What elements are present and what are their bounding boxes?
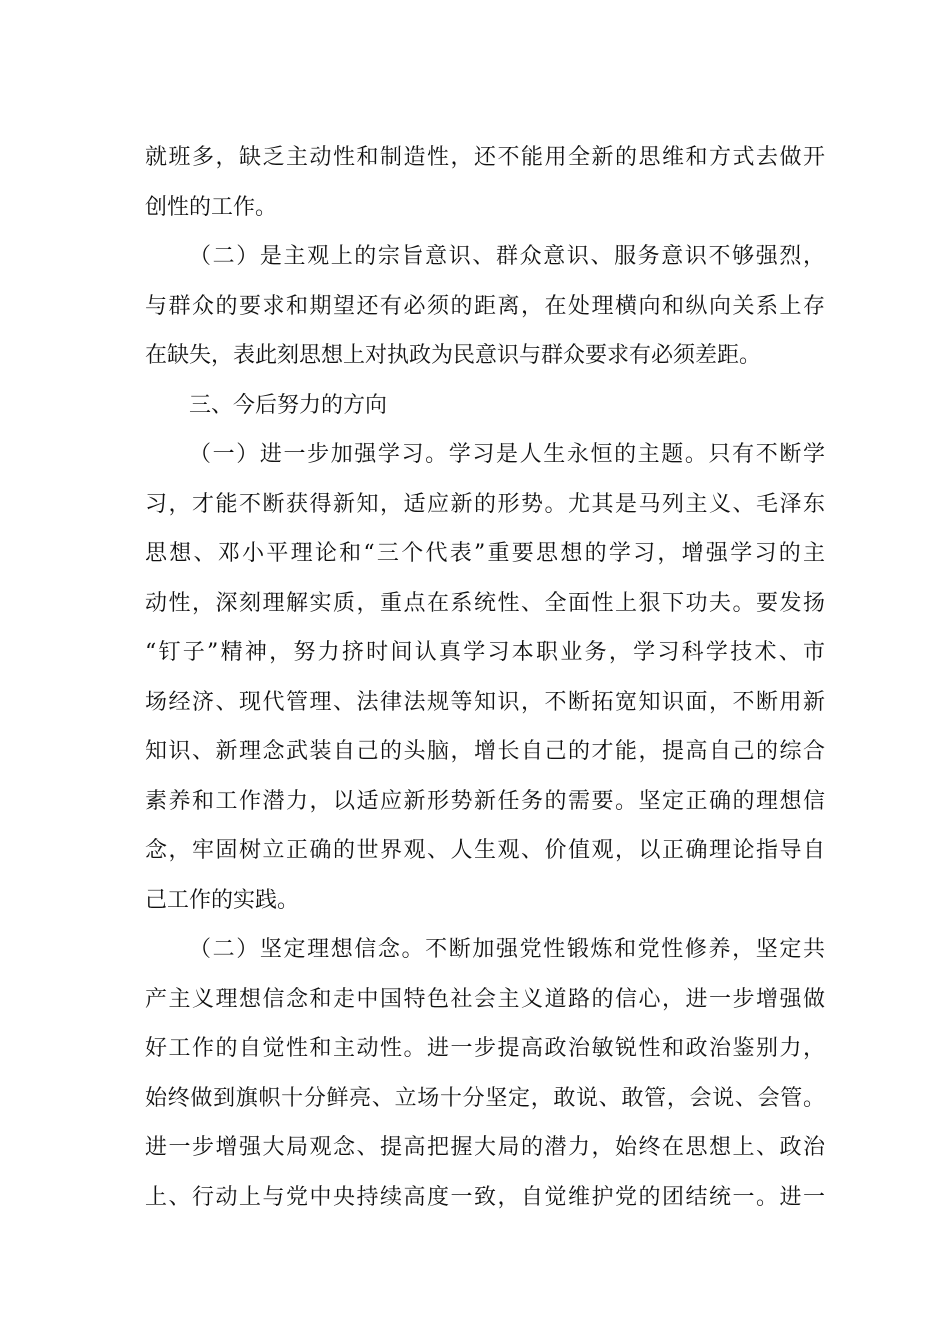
text-line: （二）坚定理想信念。不断加强党性锻炼和党性修养，坚定共 — [189, 937, 825, 962]
text-line: 产主义理想信念和走中国特色社会主义道路的信心，进一步增强做 — [145, 986, 825, 1012]
text-line: 上、行动上与党中央持续高度一致，自觉维护党的团结统一。进一 — [145, 1184, 825, 1210]
text-line: 己工作的实践。 — [145, 887, 300, 913]
text-line: 场经济、现代管理、法律法规等知识，不断拓宽知识面，不断用新 — [145, 689, 825, 715]
text-line: 思想、邓小平理论和“三个代表”重要思想的学习，增强学习的主 — [145, 541, 825, 566]
text-line: 知识、新理念武装自己的头脑，增长自己的才能，提高自己的综合 — [145, 739, 825, 764]
text-line: （一）进一步加强学习。学习是人生永恒的主题。只有不断学 — [189, 442, 825, 467]
text-line: 进一步增强大局观念、提高把握大局的潜力，始终在思想上、政治 — [145, 1135, 825, 1160]
text-line: 始终做到旗帜十分鲜亮、立场十分坚定，敢说、敢管，会说、会管。 — [145, 1085, 825, 1111]
text-line: 好工作的自觉性和主动性。进一步提高政治敏锐性和政治鉴别力， — [145, 1036, 825, 1061]
text-line: “钉子”精神，努力挤时间认真学习本职业务，学习科学技术、市 — [145, 640, 825, 665]
text-line: 习，才能不断获得新知，适应新的形势。尤其是马列主义、毛泽东 — [145, 491, 825, 517]
text-line: 就班多，缺乏主动性和制造性，还不能用全新的思维和方式去做开 — [145, 145, 825, 170]
text-line: 创性的工作。 — [145, 194, 278, 220]
text-line: 动性，深刻理解实质，重点在系统性、全面性上狠下功夫。要发扬 — [145, 590, 825, 616]
text-line: 素养和工作潜力，以适应新形势新任务的需要。坚定正确的理想信 — [145, 788, 825, 814]
document-body — [145, 133, 825, 1222]
text-line: 三、今后努力的方向 — [189, 392, 388, 418]
text-line: 与群众的要求和期望还有必须的距离，在处理横向和纵向关系上存 — [145, 293, 825, 319]
text-line: 念，牢固树立正确的世界观、人生观、价值观，以正确理论指导自 — [145, 838, 825, 863]
text-line: （二）是主观上的宗旨意识、群众意识、服务意识不够强烈， — [189, 244, 825, 269]
text-line: 在缺失，表此刻思想上对执政为民意识与群众要求有必须差距。 — [145, 343, 762, 368]
